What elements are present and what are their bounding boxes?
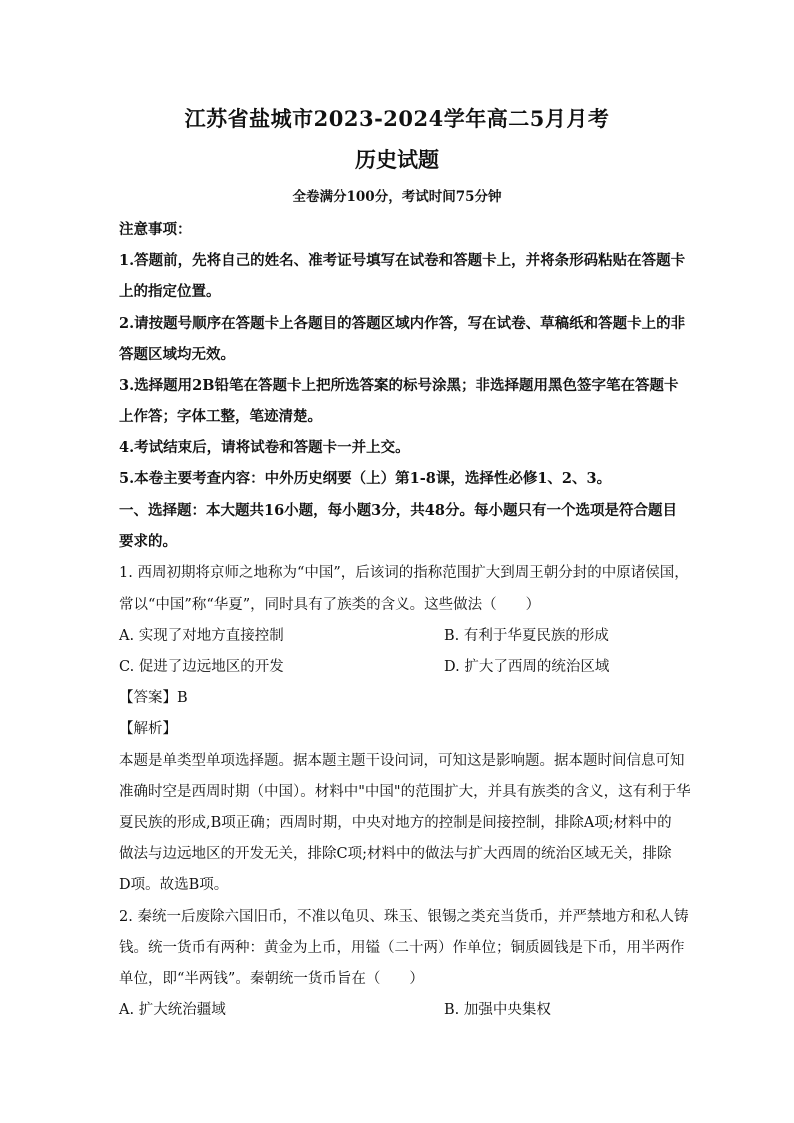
- q1-stem-line-2: 常以“中国”称“华夏”，同时具有了族类的含义。这些做法（ ）: [119, 597, 541, 613]
- note-3-line-1: 3.选择题用2B铅笔在答题卡上把所选答案的标号涂黑；非选择题用黑色签字笔在答题卡: [119, 377, 679, 394]
- q1-option-a: A. 实现了对地方直接控制: [119, 628, 284, 644]
- q1-analysis-line-5: D项。故选B项。: [119, 877, 229, 893]
- q1-analysis-line-3: 夏民族的形成,B项正确；西周时期，中央对地方的控制是间接控制，排除A项;材料中的: [119, 815, 672, 831]
- q1-stem-line-1: 1. 西周初期将京师之地称为“中国”，后该词的指称范围扩大到周王朝分封的中原诸侯国，: [119, 565, 689, 581]
- q1-option-d: D. 扩大了西周的统治区域: [444, 659, 610, 675]
- q2-stem-line-2: 钱。统一货币有两种：黄金为上币，用镒（二十两）作单位；铜质圆钱是下币，用半两作: [119, 940, 685, 956]
- note-3-line-2: 上作答；字体工整，笔迹清楚。: [119, 408, 322, 425]
- note-2-line-1: 2.请按题号顺序在答题卡上各题目的答题区域内作答，写在试卷、草稿纸和答题卡上的非: [119, 315, 686, 332]
- exam-subject: 历史试题: [355, 147, 439, 172]
- q1-analysis-line-1: 本题是单类型单项选择题。据本题主题干设问词，可知这是影响题。据本题时间信息可知: [119, 753, 685, 769]
- note-5: 5.本卷主要考查内容：中外历史纲要（上）第1-8课，选择性必修1、2、3。: [119, 470, 612, 487]
- q1-analysis-line-4: 做法与边远地区的开发无关，排除C项;材料中的做法与扩大西周的统治区域无关，排除: [119, 846, 672, 862]
- q2-stem-line-1: 2. 秦统一后废除六国旧币，不准以龟贝、珠玉、银锡之类充当货币，并严禁地方和私人铸: [119, 909, 689, 925]
- note-2-line-2: 答题区域均无效。: [119, 346, 235, 363]
- q2-option-a: A. 扩大统治疆域: [119, 1002, 226, 1018]
- note-1-line-1: 1.答题前，先将自己的姓名、准考证号填写在试卷和答题卡上，并将条形码粘贴在答题卡: [119, 252, 686, 269]
- q2-stem-line-3: 单位，即“半两钱”。秦朝统一货币旨在（ ）: [119, 971, 424, 987]
- note-4: 4.考试结束后，请将试卷和答题卡一并上交。: [119, 439, 410, 456]
- note-1-line-2: 上的指定位置。: [119, 283, 221, 300]
- q1-answer: 【答案】B: [119, 690, 188, 706]
- notes-heading: 注意事项：: [119, 221, 192, 238]
- exam-meta: 全卷满分100分，考试时间75分钟: [292, 189, 502, 205]
- q1-option-c: C. 促进了边远地区的开发: [119, 659, 284, 675]
- q1-analysis-line-2: 准确时空是西周时期（中国）。材料中"中国"的范围扩大，并具有族类的含义，这有利于华: [119, 784, 691, 800]
- section-heading-line-2: 要求的。: [119, 533, 177, 550]
- q2-option-b: B. 加强中央集权: [444, 1002, 551, 1018]
- q1-option-b: B. 有利于华夏民族的形成: [444, 628, 609, 644]
- exam-title: 江苏省盐城市2023-2024学年高二5月月考: [184, 106, 610, 131]
- q1-analysis-label: 【解析】: [119, 721, 177, 737]
- section-heading-line-1: 一、选择题：本大题共16小题，每小题3分，共48分。每小题只有一个选项是符合题目: [119, 502, 677, 519]
